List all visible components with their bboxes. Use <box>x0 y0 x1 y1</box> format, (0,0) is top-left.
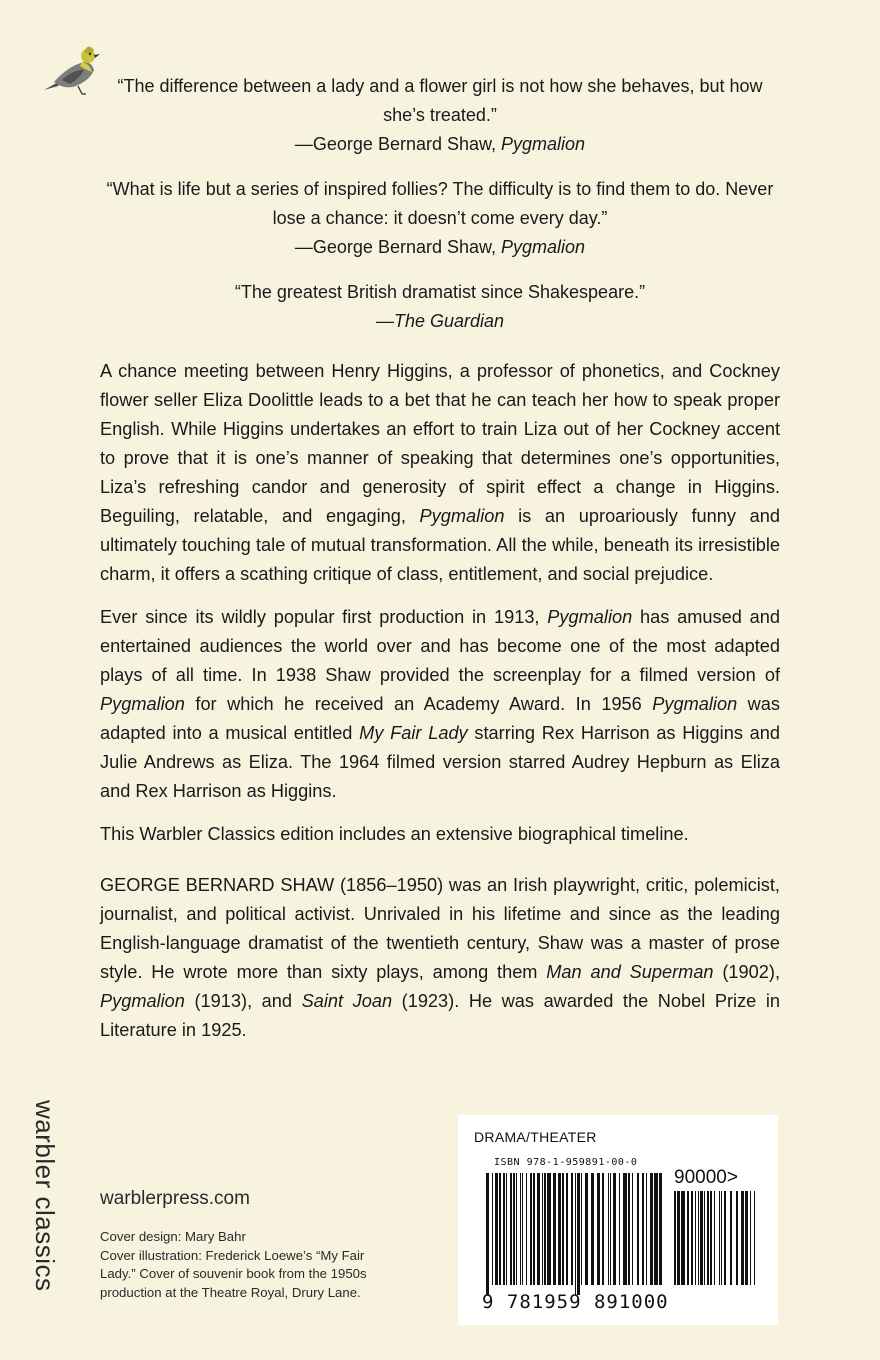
barcode-bar <box>674 1191 676 1285</box>
barcode-bar <box>700 1191 703 1285</box>
barcode-bar <box>581 1173 582 1285</box>
barcode-bar <box>642 1173 644 1285</box>
barcode-bar <box>575 1173 576 1295</box>
barcode-bar <box>602 1173 604 1285</box>
price-barcode <box>674 1191 758 1295</box>
barcode-bar <box>530 1173 532 1285</box>
price-code: 90000> <box>674 1167 738 1188</box>
barcode-bar <box>698 1191 699 1285</box>
barcode-bar <box>654 1173 658 1285</box>
barcode-bar <box>520 1173 521 1285</box>
barcode-bar <box>710 1191 712 1285</box>
barcode-bar <box>745 1191 748 1285</box>
ean-digits: 9 781959 891000 <box>482 1291 669 1313</box>
barcode-bar <box>608 1173 609 1285</box>
barcode-bar <box>533 1173 535 1285</box>
barcode-bar <box>597 1173 600 1285</box>
barcode-bar <box>650 1173 653 1285</box>
barcode-bar <box>619 1173 620 1285</box>
barcode-bar <box>721 1191 722 1285</box>
quote-3 <box>100 278 780 336</box>
barcode-bar <box>566 1173 568 1285</box>
barcode-bar <box>730 1191 732 1285</box>
quote-attribution: —George Bernard Shaw, Pygmalion <box>294 134 586 154</box>
barcode-bar <box>646 1173 647 1285</box>
barcode-bar <box>637 1173 639 1285</box>
cover-credits <box>100 1228 370 1302</box>
barcode-bar <box>544 1173 546 1285</box>
barcode-bar <box>677 1191 680 1285</box>
barcode-bar <box>750 1191 751 1285</box>
cover-illustration-credit: Cover illustration: Frederick Loewe’s “My Fair Lady.” Cover of souvenir book from the 1950s production at the Theatre Royal, Drury Lane. <box>100 1247 367 1300</box>
barcode-bar <box>553 1173 556 1285</box>
ean-barcode <box>486 1173 666 1295</box>
synopsis-paragraph: A chance meeting between Henry Higgins, a professor of phonetics, and Cockney flower seller Eliza Doolittle leads to a bet that he can teach her how to speak proper English. While Higgins undertakes an effort to train Liza out of her Cockney accent to prove that it is one’s manner of speaking that determines one’s opportunities, Liza’s refreshing candor and generosity of spirit effect a change in Higgins. Beguiling, relatable, and engaging, Pygmalion is an uproariously funny and ultimately touching tale of mutual transformation. All the while, beneath its irresistible charm, it offers a scathing critique of class, entitlement, and social prejudice. <box>100 361 780 584</box>
barcode-bar <box>681 1191 685 1285</box>
warbler-bird-icon <box>40 40 102 98</box>
quote-1 <box>100 72 780 159</box>
barcode-bar <box>492 1173 493 1285</box>
publisher-name: warbler classics <box>30 1100 60 1292</box>
publisher-spine-label <box>30 1100 60 1320</box>
barcode-bar <box>754 1191 755 1285</box>
barcode-bar <box>510 1173 512 1285</box>
quotes-section <box>100 72 780 352</box>
barcode-box <box>458 1115 778 1325</box>
barcode-bar <box>591 1173 594 1285</box>
barcode-bar <box>585 1173 588 1285</box>
barcode-bar <box>741 1191 744 1285</box>
barcode-bar <box>719 1191 720 1285</box>
barcode-bar <box>558 1173 561 1285</box>
quote-attribution: —George Bernard Shaw, Pygmalion <box>294 237 586 257</box>
barcode-bar <box>526 1173 527 1285</box>
barcode-bar <box>628 1173 630 1285</box>
edition-note: This Warbler Classics edition includes an extensive biographical timeline. <box>100 824 689 844</box>
barcode-bar <box>704 1191 705 1285</box>
barcode-bar <box>736 1191 738 1285</box>
history-paragraph: Ever since its wildly popular first production in 1913, Pygmalion has amused and entertained audiences the world over and has become one of the most adapted plays of all time. In 1938 Shaw provided the screenplay for a filmed version of Pygmalion for which he received an Academy Award. In 1956 Pygmalion was adapted into a musical entitled My Fair Lady starring Rex Harrison as Higgins and Julie Andrews as Eliza. The 1964 filmed version starred Audrey Hepburn as Eliza and Rex Harrison as Higgins. <box>100 607 781 801</box>
barcode-bar <box>610 1173 611 1285</box>
barcode-bar <box>499 1173 501 1285</box>
publisher-website: warblerpress.com <box>100 1188 250 1209</box>
barcode-bar <box>724 1191 726 1285</box>
barcode-bar <box>659 1173 662 1285</box>
barcode-bar <box>687 1191 689 1285</box>
isbn-label: ISBN 978-1-959891-00-0 <box>494 1157 638 1168</box>
barcode-bar <box>506 1173 507 1285</box>
barcode-bar <box>695 1191 696 1285</box>
barcode-bar <box>542 1173 543 1285</box>
barcode-bar <box>513 1173 515 1285</box>
barcode-bar <box>562 1173 564 1285</box>
barcode-bar <box>632 1173 633 1285</box>
quote-2 <box>100 175 780 262</box>
barcode-bar <box>707 1191 709 1285</box>
author-bio-paragraph: GEORGE BERNARD SHAW (1856–1950) was an Irish playwright, critic, polemicist, journalist, and political activist. Unrivaled in his lifetime and since as the leading English-language dramatist of the twentieth century, Shaw was a master of prose style. He wrote more than sixty plays, among them Man and Superman (1902), Pygmalion (1913), and Saint Joan (1923). He was awarded the Nobel Prize in Literature in 1925. <box>100 875 781 1040</box>
barcode-bar <box>691 1191 693 1285</box>
quote-attribution: —The Guardian <box>375 311 505 331</box>
barcode-bar <box>547 1173 551 1285</box>
barcode-bar <box>613 1173 616 1285</box>
barcode-bar <box>571 1173 573 1285</box>
barcode-bar <box>516 1173 517 1285</box>
category-label: DRAMA/THEATER <box>474 1129 597 1145</box>
barcode-bar <box>537 1173 540 1285</box>
barcode-bar <box>495 1173 498 1285</box>
barcode-bar <box>522 1173 523 1285</box>
quote-text: “The greatest British dramatist since Shakespeare.” <box>234 282 646 302</box>
description-text <box>100 357 780 1059</box>
quote-text: “What is life but a series of inspired follies? The difficulty is to find them to do. Never lose a chance: it doesn’t come every day.” <box>106 179 774 228</box>
barcode-bar <box>486 1173 489 1295</box>
barcode-bar <box>623 1173 627 1285</box>
quote-text: “The difference between a lady and a flower girl is not how she behaves, but how she’s treated.” <box>117 76 763 125</box>
barcode-bar <box>503 1173 505 1285</box>
cover-design-credit: Cover design: Mary Bahr <box>100 1229 246 1244</box>
barcode-bar <box>577 1173 580 1295</box>
barcode-bar <box>714 1191 715 1285</box>
